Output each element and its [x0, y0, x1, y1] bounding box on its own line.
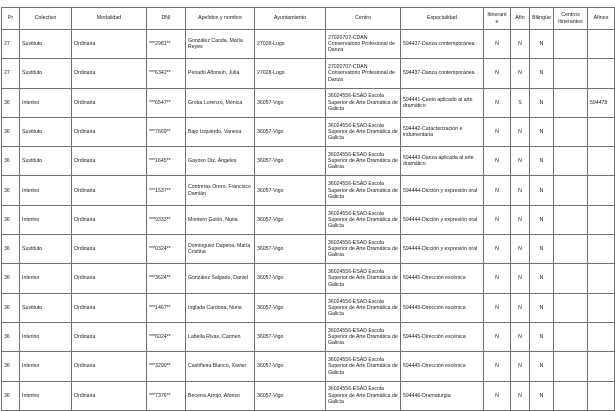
cell-apelidos-nombre: Becerra Arrojo, Afonso	[186, 381, 255, 410]
header-ayuntamiento: Ayuntamiento	[255, 8, 326, 30]
cell-centros-itinerantes	[554, 30, 588, 59]
cell-modalidad: Ordinaria	[72, 117, 147, 146]
cell-afin: N	[511, 205, 530, 234]
cell-ayuntamiento: 36057-Vigo	[255, 117, 326, 146]
table-row	[2, 352, 615, 381]
header-pr: Pr	[2, 8, 20, 30]
assignments-table	[1, 7, 615, 411]
cell-itinerante: N	[484, 30, 511, 59]
cell-centro: 36024556-ESAD Escola Superior de Arte Dramática de Galicia	[326, 381, 401, 410]
cell-afin: N	[511, 176, 530, 205]
cell-centros-itinerantes	[554, 176, 588, 205]
cell-afines	[588, 59, 615, 88]
cell-colectivo: Interino	[20, 352, 72, 381]
cell-pr: 36	[2, 381, 20, 410]
cell-afin: N	[511, 293, 530, 322]
cell-bilingue: N	[530, 147, 554, 176]
cell-itinerante: N	[484, 147, 511, 176]
cell-pr: 36	[2, 264, 20, 293]
cell-apelidos-nombre: Castiñeira Blanco, Xavier	[186, 352, 255, 381]
cell-centros-itinerantes	[554, 264, 588, 293]
cell-centro: 36024556-ESAD Escola Superior de Arte Dramática de Galicia	[326, 147, 401, 176]
cell-dni: ***3624**	[147, 264, 186, 293]
cell-centro: 36024556-ESAD Escola Superior de Arte Dramática de Galicia	[326, 293, 401, 322]
cell-especialidad: 594445-Dirección escénica	[401, 293, 484, 322]
cell-afin: N	[511, 30, 530, 59]
cell-bilingue: N	[530, 117, 554, 146]
cell-bilingue: N	[530, 88, 554, 117]
cell-ayuntamiento: 27028-Lugo	[255, 59, 326, 88]
cell-modalidad: Ordinaria	[72, 30, 147, 59]
cell-modalidad: Ordinaria	[72, 352, 147, 381]
cell-bilingue: N	[530, 30, 554, 59]
cell-ayuntamiento: 36057-Vigo	[255, 205, 326, 234]
cell-especialidad: 594445-Dirección escénica	[401, 352, 484, 381]
cell-afines	[588, 176, 615, 205]
cell-modalidad: Ordinaria	[72, 264, 147, 293]
cell-itinerante: N	[484, 322, 511, 351]
cell-dni: ***1467**	[147, 293, 186, 322]
cell-itinerante: N	[484, 59, 511, 88]
cell-bilingue: N	[530, 322, 554, 351]
cell-pr: 27	[2, 30, 20, 59]
cell-dni: ***0324**	[147, 235, 186, 264]
cell-afines	[588, 352, 615, 381]
cell-bilingue: N	[530, 176, 554, 205]
cell-modalidad: Ordinaria	[72, 381, 147, 410]
cell-apelidos-nombre: Montero Gulón, Nuria	[186, 205, 255, 234]
cell-dni: ***7669**	[147, 117, 186, 146]
cell-pr: 36	[2, 352, 20, 381]
cell-itinerante: N	[484, 117, 511, 146]
cell-centro: 36024556-ESAD Escola Superior de Arte Dramática de Galicia	[326, 176, 401, 205]
cell-centros-itinerantes	[554, 381, 588, 410]
cell-pr: 36	[2, 147, 20, 176]
cell-centros-itinerantes	[554, 88, 588, 117]
cell-dni: ***7376**	[147, 381, 186, 410]
header-itinerante: Itinerante	[484, 8, 511, 30]
header-centros-itinerantes: Centros itinerantes	[554, 8, 588, 30]
cell-afines	[588, 264, 615, 293]
cell-itinerante: N	[484, 235, 511, 264]
cell-itinerante: N	[484, 205, 511, 234]
cell-ayuntamiento: 36057-Vigo	[255, 293, 326, 322]
cell-afines	[588, 381, 615, 410]
header-apelidos-nombre: Apelidos y nombre	[186, 8, 255, 30]
cell-ayuntamiento: 36057-Vigo	[255, 176, 326, 205]
cell-itinerante: N	[484, 88, 511, 117]
table-row	[2, 176, 615, 205]
cell-dni: ***6547**	[147, 88, 186, 117]
cell-afin: N	[511, 352, 530, 381]
cell-colectivo: Sustituto	[20, 293, 72, 322]
cell-afines	[588, 205, 615, 234]
cell-colectivo: Interino	[20, 381, 72, 410]
cell-afin: N	[511, 59, 530, 88]
cell-modalidad: Ordinaria	[72, 293, 147, 322]
cell-afines	[588, 117, 615, 146]
cell-bilingue: N	[530, 264, 554, 293]
cell-afines	[588, 235, 615, 264]
cell-colectivo: Interino	[20, 264, 72, 293]
cell-afin: S	[511, 88, 530, 117]
cell-especialidad: 594441-Canto aplicado al arte dramático	[401, 88, 484, 117]
cell-pr: 27	[2, 59, 20, 88]
cell-centro: 27020707-CDAN Conservatorio Profesional de Danza	[326, 30, 401, 59]
header-afines: Afines	[588, 8, 615, 30]
cell-bilingue: N	[530, 352, 554, 381]
table-row	[2, 293, 615, 322]
table-header-row	[2, 8, 615, 30]
cell-centro: 36024556-ESAD Escola Superior de Arte Dramática de Galicia	[326, 322, 401, 351]
cell-colectivo: Interino	[20, 88, 72, 117]
cell-dni: ***9333**	[147, 205, 186, 234]
cell-ayuntamiento: 36057-Vigo	[255, 264, 326, 293]
cell-bilingue: N	[530, 235, 554, 264]
table-row	[2, 205, 615, 234]
cell-afines: 594478	[588, 88, 615, 117]
cell-especialidad: 594444-Dicción y expresión oral	[401, 205, 484, 234]
cell-centros-itinerantes	[554, 322, 588, 351]
cell-pr: 36	[2, 322, 20, 351]
cell-afines	[588, 293, 615, 322]
cell-modalidad: Ordinaria	[72, 322, 147, 351]
cell-pr: 36	[2, 205, 20, 234]
cell-ayuntamiento: 36057-Vigo	[255, 235, 326, 264]
cell-ayuntamiento: 36057-Vigo	[255, 352, 326, 381]
cell-colectivo: Sustituto	[20, 147, 72, 176]
cell-pr: 36	[2, 235, 20, 264]
cell-ayuntamiento: 36057-Vigo	[255, 381, 326, 410]
cell-modalidad: Ordinaria	[72, 235, 147, 264]
cell-dni: ***6024**	[147, 322, 186, 351]
cell-colectivo: Sustituto	[20, 117, 72, 146]
cell-centros-itinerantes	[554, 205, 588, 234]
cell-apelidos-nombre: Labella Rivas, Carmen	[186, 322, 255, 351]
cell-itinerante: N	[484, 293, 511, 322]
cell-dni: ***3290**	[147, 352, 186, 381]
table-row	[2, 381, 615, 410]
cell-especialidad: 594437-Danza contemporánea	[401, 59, 484, 88]
cell-especialidad: 594444-Dicción y expresión oral	[401, 235, 484, 264]
cell-especialidad: 594445-Dirección escénica	[401, 264, 484, 293]
cell-ayuntamiento: 36057-Vigo	[255, 322, 326, 351]
cell-dni: ***2981**	[147, 30, 186, 59]
cell-pr: 36	[2, 88, 20, 117]
cell-centro: 36024556-ESAD Escola Superior de Arte Dramática de Galicia	[326, 264, 401, 293]
cell-ayuntamiento: 27028-Lugo	[255, 30, 326, 59]
cell-dni: ***1537**	[147, 176, 186, 205]
cell-apelidos-nombre: Contreras Orero, Francisco Damián	[186, 176, 255, 205]
cell-centros-itinerantes	[554, 293, 588, 322]
header-colectivo: Colectivo	[20, 8, 72, 30]
cell-ayuntamiento: 36057-Vigo	[255, 147, 326, 176]
table-row	[2, 147, 615, 176]
cell-modalidad: Ordinaria	[72, 176, 147, 205]
cell-bilingue: N	[530, 293, 554, 322]
cell-itinerante: N	[484, 381, 511, 410]
header-modalidad: Modalidad	[72, 8, 147, 30]
cell-apelidos-nombre: Domínguez Dapena, María Cristina	[186, 235, 255, 264]
cell-afines	[588, 30, 615, 59]
cell-bilingue: N	[530, 59, 554, 88]
cell-afin: N	[511, 264, 530, 293]
cell-bilingue: N	[530, 381, 554, 410]
header-afin: Afín	[511, 8, 530, 30]
cell-centros-itinerantes	[554, 117, 588, 146]
cell-itinerante: N	[484, 264, 511, 293]
cell-especialidad: 594446-Dramaturgia	[401, 381, 484, 410]
cell-centros-itinerantes	[554, 235, 588, 264]
header-bilingue: Bilingüe	[530, 8, 554, 30]
cell-colectivo: Interino	[20, 322, 72, 351]
cell-afin: N	[511, 147, 530, 176]
table-row	[2, 117, 615, 146]
cell-dni: ***6342**	[147, 59, 186, 88]
cell-pr: 36	[2, 293, 20, 322]
cell-afin: N	[511, 322, 530, 351]
cell-colectivo: Sustituto	[20, 235, 72, 264]
cell-itinerante: N	[484, 352, 511, 381]
cell-afin: N	[511, 117, 530, 146]
cell-colectivo: Interino	[20, 176, 72, 205]
cell-afin: N	[511, 381, 530, 410]
cell-centros-itinerantes	[554, 352, 588, 381]
cell-especialidad: 594442-Caracterización e indumentaria	[401, 117, 484, 146]
cell-apelidos-nombre: Inglada Cardona, Nuria	[186, 293, 255, 322]
cell-modalidad: Ordinaria	[72, 88, 147, 117]
cell-apelidos-nombre: González Salgado, Daniel	[186, 264, 255, 293]
cell-afines	[588, 322, 615, 351]
cell-centros-itinerantes	[554, 59, 588, 88]
cell-apelidos-nombre: Groba Lorenzo, Mónica	[186, 88, 255, 117]
cell-centro: 27020707-CDAN Conservatorio Profesional de Danza	[326, 59, 401, 88]
table-row	[2, 264, 615, 293]
cell-dni: ***1645**	[147, 147, 186, 176]
cell-centro: 36024556-ESAD Escola Superior de Arte Dramática de Galicia	[326, 235, 401, 264]
table-row	[2, 88, 615, 117]
cell-bilingue: N	[530, 205, 554, 234]
header-dni: DNI	[147, 8, 186, 30]
cell-centro: 36024556-ESAD Escola Superior de Arte Dramática de Galicia	[326, 117, 401, 146]
cell-pr: 36	[2, 117, 20, 146]
header-especialidad: Especialidad	[401, 8, 484, 30]
cell-pr: 36	[2, 176, 20, 205]
cell-apelidos-nombre: Penado Alfonsín, Julia	[186, 59, 255, 88]
cell-apelidos-nombre: Bajo Izquierdo, Vanesa	[186, 117, 255, 146]
table-body	[2, 30, 615, 411]
cell-especialidad: 594443-Danza aplicada al arte dramático	[401, 147, 484, 176]
cell-afines	[588, 147, 615, 176]
cell-centros-itinerantes	[554, 147, 588, 176]
cell-especialidad: 594437-Danza contemporánea	[401, 30, 484, 59]
cell-modalidad: Ordinaria	[72, 59, 147, 88]
cell-colectivo: Sustituto	[20, 59, 72, 88]
cell-especialidad: 594444-Dicción y expresión oral	[401, 176, 484, 205]
table-row	[2, 235, 615, 264]
cell-itinerante: N	[484, 176, 511, 205]
cell-colectivo: Interino	[20, 205, 72, 234]
cell-centro: 36024556-ESAD Escola Superior de Arte Dramática de Galicia	[326, 205, 401, 234]
cell-ayuntamiento: 36057-Vigo	[255, 88, 326, 117]
cell-especialidad: 594445-Dirección escénica	[401, 322, 484, 351]
header-centro: Centro	[326, 8, 401, 30]
table-row	[2, 30, 615, 59]
cell-afin: N	[511, 235, 530, 264]
cell-colectivo: Sustituto	[20, 30, 72, 59]
cell-centro: 36024556-ESAD Escola Superior de Arte Dramática de Galicia	[326, 352, 401, 381]
table-row	[2, 322, 615, 351]
cell-apelidos-nombre: Gayoso Diz, Ángeles	[186, 147, 255, 176]
cell-modalidad: Ordinaria	[72, 147, 147, 176]
cell-apelidos-nombre: González Canda, María Reyes	[186, 30, 255, 59]
cell-centro: 36024556-ESAD Escola Superior de Arte Dramática de Galicia	[326, 88, 401, 117]
table-row	[2, 59, 615, 88]
cell-modalidad: Ordinaria	[72, 205, 147, 234]
